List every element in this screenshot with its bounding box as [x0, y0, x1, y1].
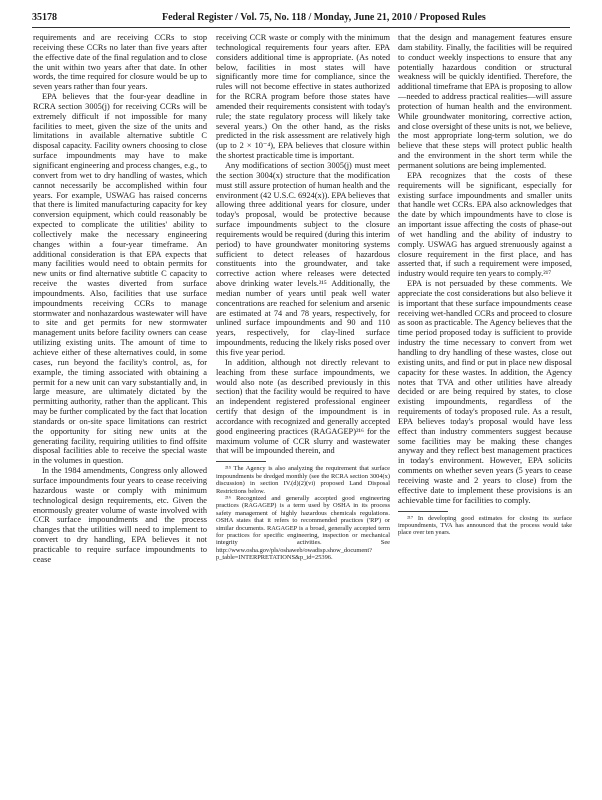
paragraph: that the design and management features ensure dam stability. Finally, the facilities will be required to conduct weekly inspections to ensure that any potentially hazardous condition or structural weakness will be quickly identified. Therefore, the additional timeframe that EPA is proposing to allow—needed to address practical realities—will assure protection of human health and the environment. While groundwater monitoring, corrective action, and close oversight of these units is not, we believe, the most appropriate long-term solution, we do believe that these steps will protect public health and the environment in the short term while the permanent solutions are being implemented. [398, 33, 572, 170]
footnote-rule [216, 461, 266, 462]
paragraph: receiving CCR waste or comply with the minimum technological requirements four years after. EPA considers additional time is appropriate. (As noted below, facilities in most states will have significantly more time for compliance, since the rules will not become effective in states authorized for the RCRA program before those states have amended their requirements consistent with today's rule; the state regulatory process will likely take several years.) On the other hand, as the risks predicted in the risk assessment are relatively high (up to 2 × 10⁻⁴), EPA believes that closure within the shortest practicable time is important. [216, 33, 390, 161]
paragraph: EPA believes that the four-year deadline in RCRA section 3005(j) for receiving CCRs will be extremely difficult if not impossible for many facilities to meet, given the size of the units and limitations in available alternative subtitle C disposal capacity. Facility owners choosing to close surface impoundments may have to make significant engineering and process changes, e.g., to convert from wet to dry handling of wastes, which cannot necessarily be accomplished within four years. For example, USWAG has raised concerns that there is limited manufacturing capacity for key conversion equipment, which could reasonably be expected to complicate the utilities' ability to collectively make the necessary engineering changes within a four-year timeframe. An additional consideration is that EPA expects that many facilities would need to obtain permits for new units or find alternative subtitle C capacity to receive the wastes diverted from surface impoundments. Also, facilities that use surface impoundments receiving CCRs to manage stormwater and nonhazardous wastewater will have to site and get permits for new stormwater management units before facility owners can cease utilizing existing units. The amount of time to achieve either of these alternatives could, in some cases, run beyond the facility's control, as, for example, the timing associated with obtaining a permit for a new unit can vary substantially and, in large measure, are ultimately dictated by the permitting authority, rather than the applicant. This may be further complicated by the fact that location standards or on-site space limitations can restrict the opportunity for siting new units at the generating facility, requiring utilities to find offsite disposal facilities able to receive the special waste in the volumes in question. [33, 92, 207, 466]
text-column-2 [216, 33, 390, 562]
paragraph: In the 1984 amendments, Congress only allowed surface impoundments four years to cease receiving hazardous waste or comply with minimum technological design requirements, etc. Given the enormously greater volume of waste involved with CCR surface impoundments and the process changes that the utilities will need to implement to convert to dry handling, EPA believes it not practicable to require surface impoundments to cease [33, 466, 207, 564]
paragraph: In addition, although not directly relevant to leaching from these surface impoundments, we would also note (as described previously in this section) that the facility would be required to have an independent registered professional engineer certify that design of the impoundment is in accordance with recognized and generally accepted good engineering practices (RAGAGEP)²¹⁶ for the maximum volume of CCR slurry and wastewater that will be impounded therein, and [216, 357, 390, 456]
text-column-1 [33, 33, 207, 565]
paragraph: EPA recognizes that the costs of these requirements will be significant, especially for existing surface impoundments and smaller units that handle wet CCRs. EPA also acknowledges that the date by which impoundments have to close is an important issue affecting the costs of phase-out of wet handling and the ability of industry to comply. USWAG has argued strenuously against a closure requirement in the first place, and has asserted that, if such a requirement were imposed, industry would require ten years to comply.²¹⁷ [398, 170, 572, 279]
text-column-3 [398, 33, 572, 537]
header-rule [32, 27, 570, 28]
footnote: ²¹⁶ Recognized and generally accepted good engineering practices (RAGAGEP) is a term used by OSHA in its process safety management of highly hazardous chemicals regulations. OSHA states that it refers to recommended practices ('RP') or similar documents. RAGAGEP is a broad, generally accepted term for practices for specific engineering, inspection or mechanical integrity activities. See http://www.osha.gov/pls/oshaweb/owadisp.show_document?p_table=INTERPRETATIONS&p_id=25396. [216, 494, 390, 562]
running-head: Federal Register / Vol. 75, No. 118 / Monday, June 21, 2010 / Proposed Rules [162, 12, 486, 23]
footnote: ²¹⁵ The Agency is also analyzing the requirement that surface impoundments be dredged monthly (see the RCRA section 3004(x) discussion) in section IV.(d)(2)(vi) proposed Land Disposal Restrictions below. [216, 465, 390, 495]
page-header [32, 12, 570, 26]
paragraph: requirements and are receiving CCRs to stop receiving these CCRs no later than five years after the effective date of the final regulation and to close the unit within two years after that date. In other words, the time required for closure would be up to seven years rather than four years. [33, 33, 207, 92]
footnote-rule [398, 511, 448, 512]
page-number: 35178 [32, 12, 57, 23]
paragraph: Any modifications of section 3005(j) must meet the section 3004(x) structure that the modification must still assure protection of human health and the environment (42 U.S.C. 6924(x)). EPA believes that allowing three additional years for closure, under today's proposal, would be protective because surface impoundments subject to the closure requirements would be required (during this interim period) to have groundwater monitoring systems sufficient to detect releases of hazardous constituents into the groundwater, and take corrective action where releases were detected above drinking water levels.²¹⁵ Additionally, the median number of years until peak well water concentrations are reached for selenium and arsenic are estimated at 74 and 78 years, respectively, for unlined surface impoundments and 90 and 110 years, respectively, for clay-lined surface impoundments, reducing the likely risks posed over this five year period. [216, 160, 390, 357]
footnote: ²¹⁷ In developing good estimates for closing its surface impoundments, TVA has announced that the process would take place over ten years. [398, 514, 572, 537]
paragraph: EPA is not persuaded by these comments. We appreciate the cost considerations but also believe it is important that these surface impoundments cease receiving wet-handled CCRs and proceed to closure as soon as practicable. The Agency believes that the time period proposed today is sufficient to provide industry the time necessary to convert from wet handling to dry handling of these wastes, close out existing units, and find or put in place new disposal capacity for these wastes. In addition, the Agency notes that TVA and other utilities have already decided or are being required by states, to close existing impoundments, regardless of the requirements of today's proposed rule. As a result, EPA believes today's proposal would have less effect than industry commenters suggest because some facilities may be making these changes anyway and they reflect best management practices in today's environment. However, EPA solicits comments on whether seven years (5 years to cease receiving waste and 2 years to close) from the effective date to implement these provisions is an achievable time for facilities to comply. [398, 279, 572, 505]
